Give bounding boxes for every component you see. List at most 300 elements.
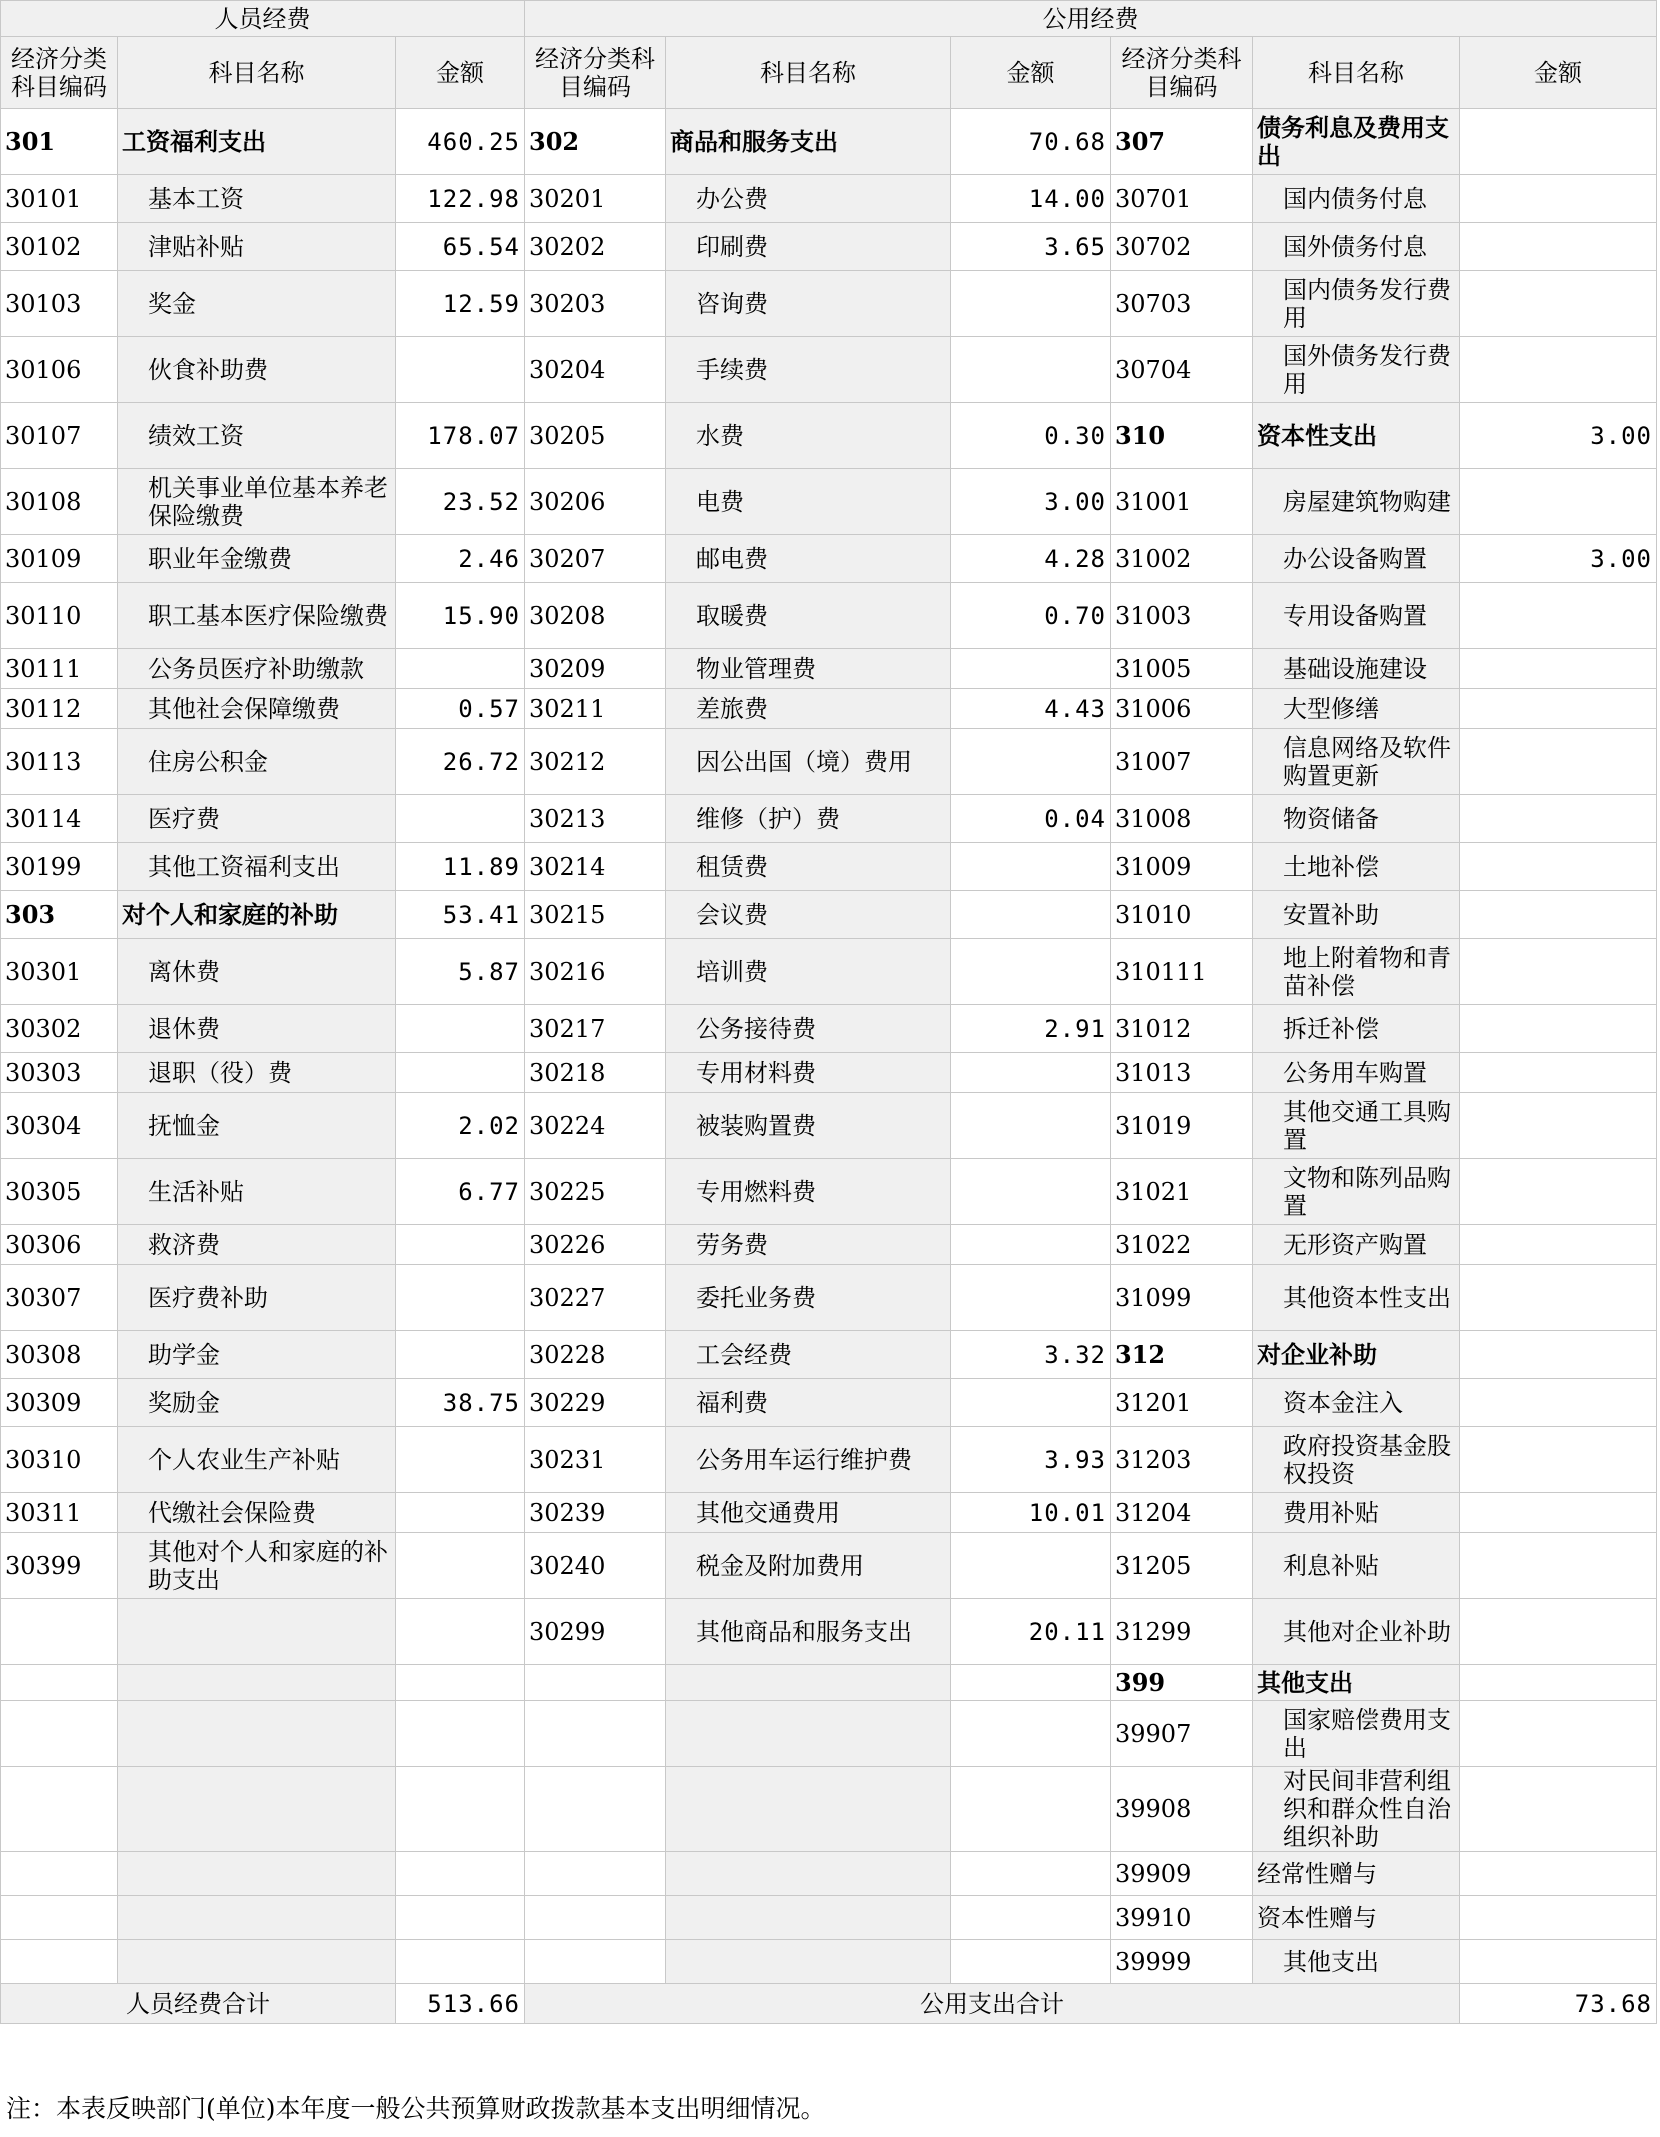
- code-cell-b: 30231: [525, 1427, 666, 1493]
- amount-cell-c: [1460, 175, 1657, 223]
- table-row: [1, 843, 1657, 891]
- table-row: [1, 795, 1657, 843]
- name-cell-a: 基本工资: [118, 175, 396, 223]
- code-cell-b: 302: [525, 109, 666, 175]
- table-row: [1, 1159, 1657, 1225]
- amount-cell-c: [1460, 1852, 1657, 1896]
- code-cell-c: 31201: [1111, 1379, 1253, 1427]
- amount-cell-c: 3.00: [1460, 535, 1657, 583]
- code-cell-c: 39910: [1111, 1896, 1253, 1940]
- name-cell-b: 公务用车运行维护费: [666, 1427, 951, 1493]
- amount-cell-a: 53.41: [396, 891, 525, 939]
- table-row: [1, 1852, 1657, 1896]
- amount-cell-b: [951, 1379, 1111, 1427]
- code-cell-a: 30309: [1, 1379, 118, 1427]
- code-cell-b: 30213: [525, 795, 666, 843]
- amount-cell-c: [1460, 1940, 1657, 1984]
- table-row: [1, 535, 1657, 583]
- code-cell-a: 30112: [1, 689, 118, 729]
- code-cell-b: 30202: [525, 223, 666, 271]
- personnel-total-value: 513.66: [396, 1984, 525, 2024]
- name-cell-b: [666, 1896, 951, 1940]
- name-cell-a: [118, 1896, 396, 1940]
- amount-cell-c: [1460, 843, 1657, 891]
- amount-cell-b: [951, 1053, 1111, 1093]
- name-cell-b: 办公费: [666, 175, 951, 223]
- amount-cell-b: 20.11: [951, 1599, 1111, 1665]
- code-header-a: 经济分类科目编码: [1, 37, 118, 109]
- table-row: [1, 337, 1657, 403]
- code-cell-c: 31013: [1111, 1053, 1253, 1093]
- name-header-a: 科目名称: [118, 37, 396, 109]
- code-cell-b: 30228: [525, 1331, 666, 1379]
- code-cell-c: 31019: [1111, 1093, 1253, 1159]
- name-cell-a: 助学金: [118, 1331, 396, 1379]
- table-row: [1, 271, 1657, 337]
- amount-cell-a: 12.59: [396, 271, 525, 337]
- amount-cell-c: [1460, 939, 1657, 1005]
- code-cell-a: 30103: [1, 271, 118, 337]
- amount-cell-b: [951, 337, 1111, 403]
- personnel-total-label: 人员经费合计: [1, 1984, 396, 2024]
- name-cell-c: 信息网络及软件购置更新: [1253, 729, 1460, 795]
- code-cell-a: [1, 1852, 118, 1896]
- amount-cell-a: 2.46: [396, 535, 525, 583]
- name-cell-b: 专用材料费: [666, 1053, 951, 1093]
- name-cell-c: 其他交通工具购置: [1253, 1093, 1460, 1159]
- name-cell-a: 机关事业单位基本养老保险缴费: [118, 469, 396, 535]
- name-cell-a: 公务员医疗补助缴款: [118, 649, 396, 689]
- name-cell-a: 奖金: [118, 271, 396, 337]
- amount-cell-b: [951, 891, 1111, 939]
- name-cell-c: 地上附着物和青苗补偿: [1253, 939, 1460, 1005]
- amount-cell-b: 70.68: [951, 109, 1111, 175]
- amount-cell-b: [951, 1265, 1111, 1331]
- code-cell-c: 31021: [1111, 1159, 1253, 1225]
- amount-cell-a: 460.25: [396, 109, 525, 175]
- code-cell-c: 31099: [1111, 1265, 1253, 1331]
- code-cell-a: 30107: [1, 403, 118, 469]
- name-cell-c: 其他支出: [1253, 1940, 1460, 1984]
- code-cell-a: [1, 1665, 118, 1701]
- table-row: [1, 1665, 1657, 1701]
- amount-cell-b: [951, 271, 1111, 337]
- name-cell-a: 代缴社会保险费: [118, 1493, 396, 1533]
- code-cell-c: 310: [1111, 403, 1253, 469]
- amount-cell-b: 3.65: [951, 223, 1111, 271]
- table-row: [1, 1331, 1657, 1379]
- name-cell-c: 专用设备购置: [1253, 583, 1460, 649]
- name-cell-c: 办公设备购置: [1253, 535, 1460, 583]
- code-cell-c: 31010: [1111, 891, 1253, 939]
- amount-cell-c: [1460, 583, 1657, 649]
- code-cell-b: 30214: [525, 843, 666, 891]
- amount-cell-c: [1460, 1159, 1657, 1225]
- name-cell-a: [118, 1767, 396, 1852]
- name-cell-a: 住房公积金: [118, 729, 396, 795]
- code-cell-a: 30399: [1, 1533, 118, 1599]
- amount-cell-a: [396, 1005, 525, 1053]
- name-cell-c: 对企业补助: [1253, 1331, 1460, 1379]
- name-cell-c: 安置补助: [1253, 891, 1460, 939]
- code-cell-c: 30703: [1111, 271, 1253, 337]
- amount-cell-a: [396, 1701, 525, 1767]
- name-cell-c: 其他资本性支出: [1253, 1265, 1460, 1331]
- code-cell-b: 30225: [525, 1159, 666, 1225]
- code-cell-a: 30304: [1, 1093, 118, 1159]
- code-header-c: 经济分类科目编码: [1111, 37, 1253, 109]
- name-cell-c: 债务利息及费用支出: [1253, 109, 1460, 175]
- code-cell-a: [1, 1940, 118, 1984]
- amount-cell-a: 26.72: [396, 729, 525, 795]
- amount-cell-a: 15.90: [396, 583, 525, 649]
- code-cell-b: 30208: [525, 583, 666, 649]
- amount-cell-b: 0.30: [951, 403, 1111, 469]
- name-cell-c: 资本性支出: [1253, 403, 1460, 469]
- code-cell-b: 30215: [525, 891, 666, 939]
- amount-cell-a: [396, 1896, 525, 1940]
- table-footnote: 注：本表反映部门(单位)本年度一般公共预算财政拨款基本支出明细情况。: [6, 2094, 826, 2123]
- code-cell-a: 30310: [1, 1427, 118, 1493]
- name-cell-a: 救济费: [118, 1225, 396, 1265]
- name-cell-a: 职业年金缴费: [118, 535, 396, 583]
- name-cell-a: 其他对个人和家庭的补助支出: [118, 1533, 396, 1599]
- amount-cell-c: [1460, 271, 1657, 337]
- amount-cell-c: [1460, 1533, 1657, 1599]
- code-cell-c: 31009: [1111, 843, 1253, 891]
- name-cell-b: 邮电费: [666, 535, 951, 583]
- name-cell-a: [118, 1701, 396, 1767]
- name-cell-a: [118, 1599, 396, 1665]
- code-cell-c: 31204: [1111, 1493, 1253, 1533]
- name-cell-c: 拆迁补偿: [1253, 1005, 1460, 1053]
- amount-cell-c: [1460, 223, 1657, 271]
- amount-cell-b: 3.32: [951, 1331, 1111, 1379]
- public-section-header: 公用经费: [525, 1, 1657, 37]
- name-cell-c: 其他对企业补助: [1253, 1599, 1460, 1665]
- name-cell-b: 其他交通费用: [666, 1493, 951, 1533]
- amount-cell-c: [1460, 1701, 1657, 1767]
- name-cell-a: 退休费: [118, 1005, 396, 1053]
- code-cell-a: [1, 1701, 118, 1767]
- table-row: [1, 939, 1657, 1005]
- table-row: [1, 729, 1657, 795]
- name-cell-b: [666, 1767, 951, 1852]
- amount-cell-c: [1460, 109, 1657, 175]
- name-cell-b: 公务接待费: [666, 1005, 951, 1053]
- table-row: [1, 223, 1657, 271]
- amount-cell-a: [396, 1940, 525, 1984]
- name-cell-b: 培训费: [666, 939, 951, 1005]
- name-cell-b: 手续费: [666, 337, 951, 403]
- name-cell-c: 对民间非营利组织和群众性自治组织补助: [1253, 1767, 1460, 1852]
- code-cell-b: 30207: [525, 535, 666, 583]
- code-cell-b: 30201: [525, 175, 666, 223]
- amount-cell-c: [1460, 1265, 1657, 1331]
- name-cell-b: 维修（护）费: [666, 795, 951, 843]
- amount-cell-c: [1460, 795, 1657, 843]
- code-cell-c: 39909: [1111, 1852, 1253, 1896]
- name-cell-b: 其他商品和服务支出: [666, 1599, 951, 1665]
- name-cell-c: 其他支出: [1253, 1665, 1460, 1701]
- code-cell-a: 301: [1, 109, 118, 175]
- code-cell-a: 30106: [1, 337, 118, 403]
- code-cell-b: 30211: [525, 689, 666, 729]
- code-cell-a: 30113: [1, 729, 118, 795]
- code-cell-b: 30240: [525, 1533, 666, 1599]
- code-cell-b: 30203: [525, 271, 666, 337]
- code-header-b: 经济分类科目编码: [525, 37, 666, 109]
- amount-cell-b: [951, 1940, 1111, 1984]
- amount-cell-a: [396, 1427, 525, 1493]
- amount-cell-c: 3.00: [1460, 403, 1657, 469]
- amount-cell-c: [1460, 1005, 1657, 1053]
- name-cell-a: 个人农业生产补贴: [118, 1427, 396, 1493]
- name-cell-b: 工会经费: [666, 1331, 951, 1379]
- code-cell-c: 399: [1111, 1665, 1253, 1701]
- amount-cell-a: [396, 1665, 525, 1701]
- name-cell-b: 商品和服务支出: [666, 109, 951, 175]
- name-cell-b: 劳务费: [666, 1225, 951, 1265]
- name-cell-c: 利息补贴: [1253, 1533, 1460, 1599]
- amount-cell-b: 2.91: [951, 1005, 1111, 1053]
- table-row: [1, 469, 1657, 535]
- name-cell-c: 物资储备: [1253, 795, 1460, 843]
- name-cell-a: [118, 1665, 396, 1701]
- name-cell-a: 抚恤金: [118, 1093, 396, 1159]
- code-cell-c: 31299: [1111, 1599, 1253, 1665]
- table-body: [1, 109, 1657, 1984]
- code-cell-c: 30702: [1111, 223, 1253, 271]
- amount-header-a: 金额: [396, 37, 525, 109]
- name-cell-a: 职工基本医疗保险缴费: [118, 583, 396, 649]
- amount-cell-b: 3.00: [951, 469, 1111, 535]
- amount-cell-b: 4.28: [951, 535, 1111, 583]
- amount-cell-c: [1460, 469, 1657, 535]
- name-cell-b: 被装购置费: [666, 1093, 951, 1159]
- code-cell-b: 30216: [525, 939, 666, 1005]
- name-cell-c: 公务用车购置: [1253, 1053, 1460, 1093]
- code-cell-b: 30212: [525, 729, 666, 795]
- code-cell-c: 31007: [1111, 729, 1253, 795]
- amount-cell-a: 5.87: [396, 939, 525, 1005]
- code-cell-b: 30218: [525, 1053, 666, 1093]
- amount-cell-b: [951, 843, 1111, 891]
- amount-cell-c: [1460, 1379, 1657, 1427]
- amount-cell-c: [1460, 337, 1657, 403]
- name-cell-c: 费用补贴: [1253, 1493, 1460, 1533]
- amount-cell-a: [396, 1053, 525, 1093]
- code-cell-c: 31205: [1111, 1533, 1253, 1599]
- amount-cell-a: [396, 1599, 525, 1665]
- name-cell-c: 国内债务付息: [1253, 175, 1460, 223]
- name-cell-b: 因公出国（境）费用: [666, 729, 951, 795]
- table-row: [1, 1599, 1657, 1665]
- amount-cell-c: [1460, 1896, 1657, 1940]
- name-cell-c: 无形资产购置: [1253, 1225, 1460, 1265]
- code-cell-c: 39908: [1111, 1767, 1253, 1852]
- name-cell-c: 基础设施建设: [1253, 649, 1460, 689]
- code-cell-a: 30306: [1, 1225, 118, 1265]
- amount-cell-a: [396, 649, 525, 689]
- code-cell-c: 39999: [1111, 1940, 1253, 1984]
- code-cell-a: 30110: [1, 583, 118, 649]
- public-total-label: 公用支出合计: [525, 1984, 1460, 2024]
- table-row: [1, 1225, 1657, 1265]
- amount-cell-c: [1460, 891, 1657, 939]
- code-cell-c: 30701: [1111, 175, 1253, 223]
- code-cell-c: 39907: [1111, 1701, 1253, 1767]
- name-cell-a: 生活补贴: [118, 1159, 396, 1225]
- amount-cell-a: 122.98: [396, 175, 525, 223]
- name-cell-a: 其他社会保障缴费: [118, 689, 396, 729]
- code-cell-c: 31012: [1111, 1005, 1253, 1053]
- code-cell-a: 30199: [1, 843, 118, 891]
- name-cell-c: 资本性赠与: [1253, 1896, 1460, 1940]
- name-cell-b: 水费: [666, 403, 951, 469]
- name-cell-c: 经常性赠与: [1253, 1852, 1460, 1896]
- name-cell-c: 政府投资基金股权投资: [1253, 1427, 1460, 1493]
- table-row: [1, 1767, 1657, 1852]
- name-cell-a: 离休费: [118, 939, 396, 1005]
- table-row: [1, 689, 1657, 729]
- amount-cell-a: 11.89: [396, 843, 525, 891]
- code-cell-a: [1, 1599, 118, 1665]
- amount-cell-a: 38.75: [396, 1379, 525, 1427]
- amount-cell-b: 4.43: [951, 689, 1111, 729]
- amount-cell-a: 65.54: [396, 223, 525, 271]
- name-cell-b: 会议费: [666, 891, 951, 939]
- amount-cell-b: 14.00: [951, 175, 1111, 223]
- code-cell-c: 31001: [1111, 469, 1253, 535]
- table-row: [1, 175, 1657, 223]
- code-cell-a: 30111: [1, 649, 118, 689]
- code-cell-a: 30302: [1, 1005, 118, 1053]
- amount-cell-a: [396, 1331, 525, 1379]
- name-cell-a: 工资福利支出: [118, 109, 396, 175]
- amount-cell-b: [951, 649, 1111, 689]
- code-cell-b: 30229: [525, 1379, 666, 1427]
- personnel-section-header: 人员经费: [1, 1, 525, 37]
- code-cell-a: [1, 1896, 118, 1940]
- amount-cell-a: [396, 1225, 525, 1265]
- name-cell-a: 退职（役）费: [118, 1053, 396, 1093]
- amount-cell-c: [1460, 689, 1657, 729]
- table-row: [1, 1493, 1657, 1533]
- amount-cell-b: [951, 1665, 1111, 1701]
- name-cell-a: 伙食补助费: [118, 337, 396, 403]
- code-cell-c: 30704: [1111, 337, 1253, 403]
- amount-cell-c: [1460, 649, 1657, 689]
- name-cell-c: 房屋建筑物购建: [1253, 469, 1460, 535]
- table-row: [1, 891, 1657, 939]
- amount-cell-a: 6.77: [396, 1159, 525, 1225]
- name-cell-b: [666, 1852, 951, 1896]
- code-cell-c: 31008: [1111, 795, 1253, 843]
- amount-cell-b: [951, 1225, 1111, 1265]
- amount-cell-b: [951, 1093, 1111, 1159]
- code-cell-b: [525, 1940, 666, 1984]
- code-cell-b: 30226: [525, 1225, 666, 1265]
- name-cell-c: 文物和陈列品购置: [1253, 1159, 1460, 1225]
- amount-cell-c: [1460, 1427, 1657, 1493]
- code-cell-a: 303: [1, 891, 118, 939]
- name-cell-b: 咨询费: [666, 271, 951, 337]
- code-cell-a: 30311: [1, 1493, 118, 1533]
- amount-cell-b: [951, 939, 1111, 1005]
- amount-header-b: 金额: [951, 37, 1111, 109]
- code-cell-b: [525, 1767, 666, 1852]
- code-cell-c: 31022: [1111, 1225, 1253, 1265]
- code-cell-b: 30205: [525, 403, 666, 469]
- code-cell-a: 30101: [1, 175, 118, 223]
- amount-cell-a: [396, 1493, 525, 1533]
- name-cell-b: 取暖费: [666, 583, 951, 649]
- name-cell-c: 土地补偿: [1253, 843, 1460, 891]
- amount-cell-a: 178.07: [396, 403, 525, 469]
- amount-cell-b: [951, 1159, 1111, 1225]
- amount-cell-c: [1460, 1331, 1657, 1379]
- amount-cell-a: [396, 1852, 525, 1896]
- code-cell-a: 30109: [1, 535, 118, 583]
- name-header-b: 科目名称: [666, 37, 951, 109]
- code-cell-c: 312: [1111, 1331, 1253, 1379]
- code-cell-a: [1, 1767, 118, 1852]
- amount-cell-b: [951, 729, 1111, 795]
- amount-cell-b: 3.93: [951, 1427, 1111, 1493]
- amount-cell-b: [951, 1533, 1111, 1599]
- name-cell-b: [666, 1701, 951, 1767]
- amount-cell-b: [951, 1701, 1111, 1767]
- amount-cell-c: [1460, 1053, 1657, 1093]
- name-cell-c: 国外债务发行费用: [1253, 337, 1460, 403]
- amount-cell-c: [1460, 1493, 1657, 1533]
- name-cell-a: [118, 1852, 396, 1896]
- amount-cell-c: [1460, 1599, 1657, 1665]
- name-cell-a: 医疗费: [118, 795, 396, 843]
- code-cell-c: 31006: [1111, 689, 1253, 729]
- code-cell-b: [525, 1852, 666, 1896]
- name-cell-b: 印刷费: [666, 223, 951, 271]
- code-cell-a: 30307: [1, 1265, 118, 1331]
- name-cell-a: 其他工资福利支出: [118, 843, 396, 891]
- amount-cell-b: 10.01: [951, 1493, 1111, 1533]
- name-cell-b: 专用燃料费: [666, 1159, 951, 1225]
- name-cell-c: 国内债务发行费用: [1253, 271, 1460, 337]
- amount-cell-c: [1460, 1093, 1657, 1159]
- name-cell-c: 大型修缮: [1253, 689, 1460, 729]
- table-row: [1, 1533, 1657, 1599]
- amount-cell-c: [1460, 1665, 1657, 1701]
- amount-cell-b: 0.70: [951, 583, 1111, 649]
- name-cell-a: 医疗费补助: [118, 1265, 396, 1331]
- name-cell-b: 委托业务费: [666, 1265, 951, 1331]
- name-cell-b: [666, 1665, 951, 1701]
- code-cell-a: 30108: [1, 469, 118, 535]
- table-row: [1, 649, 1657, 689]
- amount-cell-c: [1460, 1767, 1657, 1852]
- name-cell-a: [118, 1940, 396, 1984]
- code-cell-b: 30239: [525, 1493, 666, 1533]
- table-row: [1, 1379, 1657, 1427]
- code-cell-c: 31005: [1111, 649, 1253, 689]
- amount-cell-b: [951, 1896, 1111, 1940]
- code-cell-b: 30227: [525, 1265, 666, 1331]
- table-row: [1, 1701, 1657, 1767]
- code-cell-b: [525, 1701, 666, 1767]
- amount-header-c: 金额: [1460, 37, 1657, 109]
- table-row: [1, 1005, 1657, 1053]
